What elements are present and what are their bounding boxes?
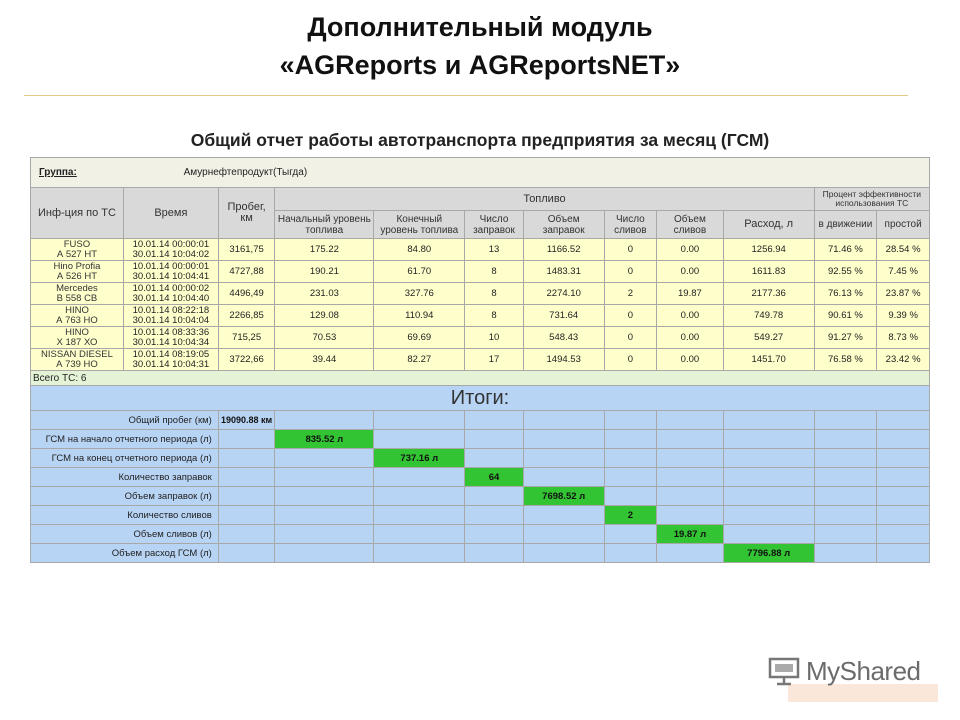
cell-mileage: 4496,49 (218, 283, 275, 305)
cell-fuel-end: 61.70 (374, 261, 465, 283)
time-end: 30.01.14 10:04:41 (132, 270, 210, 282)
cell-refuel-volume: 1166.52 (523, 239, 604, 261)
header-consumption: Расход, л (723, 211, 814, 239)
vehicle-plate: А 526 НТ (56, 270, 98, 282)
title-divider (24, 95, 908, 96)
cell-drain-count: 0 (604, 261, 657, 283)
cell-drain-count: 2 (604, 283, 657, 305)
report-title: Общий отчет работы автотранспорта предприятия за месяц (ГСМ) (190, 130, 770, 150)
summary-row (31, 449, 930, 468)
cell-consumption: 1611.83 (723, 261, 814, 283)
header-info: Инф-ция по ТС (31, 188, 124, 239)
summary-value: 19090.88 км (218, 411, 275, 430)
vehicle-plate: Х 187 ХО (56, 336, 98, 348)
cell-moving: 91.27 % (814, 327, 877, 349)
cell-drain-count: 0 (604, 239, 657, 261)
cell-consumption: 549.27 (723, 327, 814, 349)
fuel-report-table (30, 157, 930, 563)
cell-drain-volume: 19.87 (657, 283, 724, 305)
summary-row (31, 430, 930, 449)
cell-refuel-count: 8 (465, 283, 524, 305)
table-row (31, 283, 930, 305)
cell-moving: 76.58 % (814, 349, 877, 371)
table-row (31, 305, 930, 327)
header-efficiency: Процент эффективности использования ТС (814, 188, 929, 211)
presentation-screen-icon (768, 656, 802, 686)
cell-drain-volume: 0.00 (657, 305, 724, 327)
table-row (31, 239, 930, 261)
total-vehicles: Всего ТС: 6 (31, 371, 930, 386)
header-fuel-end: Конечный уровень топлива (374, 211, 465, 239)
myshared-logo (768, 648, 948, 708)
cell-fuel-end: 82.27 (374, 349, 465, 371)
cell-consumption: 749.78 (723, 305, 814, 327)
time-end: 30.01.14 10:04:02 (132, 248, 210, 260)
summary-value: 64 (465, 468, 524, 487)
cell-refuel-volume: 1483.31 (523, 261, 604, 283)
cell-drain-volume: 0.00 (657, 239, 724, 261)
vehicle-name: HINO (65, 304, 89, 316)
cell-consumption: 1451.70 (723, 349, 814, 371)
cell-refuel-count: 8 (465, 261, 524, 283)
summary-value: 19.87 л (657, 525, 724, 544)
cell-mileage: 3161,75 (218, 239, 275, 261)
cell-fuel-start: 190.21 (275, 261, 374, 283)
cell-idle: 9.39 % (877, 305, 930, 327)
cell-drain-count: 0 (604, 327, 657, 349)
cell-fuel-end: 84.80 (374, 239, 465, 261)
logo-text: MyShared (806, 656, 921, 686)
summary-label: Объем сливов (л) (31, 525, 219, 544)
cell-moving: 71.46 % (814, 239, 877, 261)
itogi-row (31, 386, 930, 411)
summary-label: ГСМ на начало отчетного периода (л) (31, 430, 219, 449)
cell-drain-count: 0 (604, 349, 657, 371)
cell-consumption: 1256.94 (723, 239, 814, 261)
cell-fuel-start: 231.03 (275, 283, 374, 305)
time-start: 10.01.14 08:33:36 (132, 326, 210, 338)
cell-consumption: 2177.36 (723, 283, 814, 305)
header-fuel: Топливо (275, 188, 814, 211)
cell-idle: 28.54 % (877, 239, 930, 261)
header-refuel-volume: Объем заправок (523, 211, 604, 239)
vehicle-name: Hino Profia (53, 260, 101, 272)
cell-idle: 8.73 % (877, 327, 930, 349)
header-drain-volume: Объем сливов (657, 211, 724, 239)
summary-value: 7796.88 л (723, 544, 814, 563)
vehicle-name: NISSAN DIESEL (41, 348, 113, 360)
summary-label: Количество сливов (31, 506, 219, 525)
cell-refuel-count: 13 (465, 239, 524, 261)
vehicle-plate: А 763 НО (56, 314, 98, 326)
group-value: Амурнефтепродукт(Тыгда) (183, 167, 308, 178)
summary-value: 7698.52 л (523, 487, 604, 506)
summary-row (31, 525, 930, 544)
cell-fuel-start: 70.53 (275, 327, 374, 349)
cell-refuel-volume: 731.64 (523, 305, 604, 327)
slide-title-line2: «AGReports и AGReportsNET» (279, 50, 681, 80)
summary-value: 737.16 л (374, 449, 465, 468)
time-start: 10.01.14 00:00:01 (132, 260, 210, 272)
vehicle-name: FUSO (63, 238, 91, 250)
cell-fuel-end: 327.76 (374, 283, 465, 305)
cell-drain-volume: 0.00 (657, 349, 724, 371)
summary-row (31, 506, 930, 525)
header-fuel-start: Начальный уровень топлива (275, 211, 374, 239)
header-refuel-count: Число заправок (465, 211, 524, 239)
cell-refuel-volume: 548.43 (523, 327, 604, 349)
group-label: Группа: (39, 167, 77, 178)
cell-idle: 23.87 % (877, 283, 930, 305)
time-start: 10.01.14 08:22:18 (132, 304, 210, 316)
vehicle-plate: А 527 НТ (56, 248, 98, 260)
summary-row (31, 487, 930, 506)
cell-fuel-start: 39.44 (275, 349, 374, 371)
summary-row (31, 411, 930, 430)
cell-idle: 23.42 % (877, 349, 930, 371)
cell-fuel-end: 69.69 (374, 327, 465, 349)
slide-title-line1: Дополнительный модуль (307, 12, 653, 42)
cell-drain-volume: 0.00 (657, 327, 724, 349)
cell-idle: 7.45 % (877, 261, 930, 283)
header-row-1 (31, 188, 930, 211)
cell-moving: 76.13 % (814, 283, 877, 305)
cell-fuel-end: 110.94 (374, 305, 465, 327)
slide-title (0, 8, 960, 84)
time-end: 30.01.14 10:04:04 (132, 314, 210, 326)
summary-label: ГСМ на конец отчетного периода (л) (31, 449, 219, 468)
summary-label: Количество заправок (31, 468, 219, 487)
cell-mileage: 4727,88 (218, 261, 275, 283)
cell-mileage: 3722,66 (218, 349, 275, 371)
vehicle-plate: А 739 НО (56, 358, 98, 370)
cell-refuel-count: 10 (465, 327, 524, 349)
summary-value: 835.52 л (275, 430, 374, 449)
summary-row (31, 544, 930, 563)
itogi-title: Итоги: (31, 386, 930, 411)
cell-drain-volume: 0.00 (657, 261, 724, 283)
cell-drain-count: 0 (604, 305, 657, 327)
cell-fuel-start: 175.22 (275, 239, 374, 261)
header-drain-count: Число сливов (604, 211, 657, 239)
cell-mileage: 715,25 (218, 327, 275, 349)
summary-value: 2 (604, 506, 657, 525)
total-row (31, 371, 930, 386)
time-end: 30.01.14 10:04:34 (132, 336, 210, 348)
header-time: Время (123, 188, 218, 239)
cell-refuel-count: 8 (465, 305, 524, 327)
header-idle: простой (877, 211, 930, 239)
summary-label: Объем заправок (л) (31, 487, 219, 506)
time-end: 30.01.14 10:04:31 (132, 358, 210, 370)
time-end: 30.01.14 10:04:40 (132, 292, 210, 304)
table-row (31, 349, 930, 371)
summary-row (31, 468, 930, 487)
time-start: 10.01.14 08:19:05 (132, 348, 210, 360)
summary-label: Общий пробег (км) (31, 411, 219, 430)
vehicle-name: Mercedes (56, 282, 98, 294)
cell-fuel-start: 129.08 (275, 305, 374, 327)
table-row (31, 261, 930, 283)
cell-refuel-count: 17 (465, 349, 524, 371)
cell-moving: 90.61 % (814, 305, 877, 327)
time-start: 10.01.14 00:00:01 (132, 238, 210, 250)
table-row (31, 327, 930, 349)
summary-label: Объем расход ГСМ (л) (31, 544, 219, 563)
cell-refuel-volume: 2274.10 (523, 283, 604, 305)
cell-mileage: 2266,85 (218, 305, 275, 327)
header-mileage: Пробег, км (218, 188, 275, 239)
header-moving: в движении (814, 211, 877, 239)
cell-moving: 92.55 % (814, 261, 877, 283)
vehicle-name: HINO (65, 326, 89, 338)
vehicle-plate: В 558 СВ (56, 292, 98, 304)
cell-refuel-volume: 1494.53 (523, 349, 604, 371)
group-row (31, 158, 930, 188)
time-start: 10.01.14 00:00:02 (132, 282, 210, 294)
